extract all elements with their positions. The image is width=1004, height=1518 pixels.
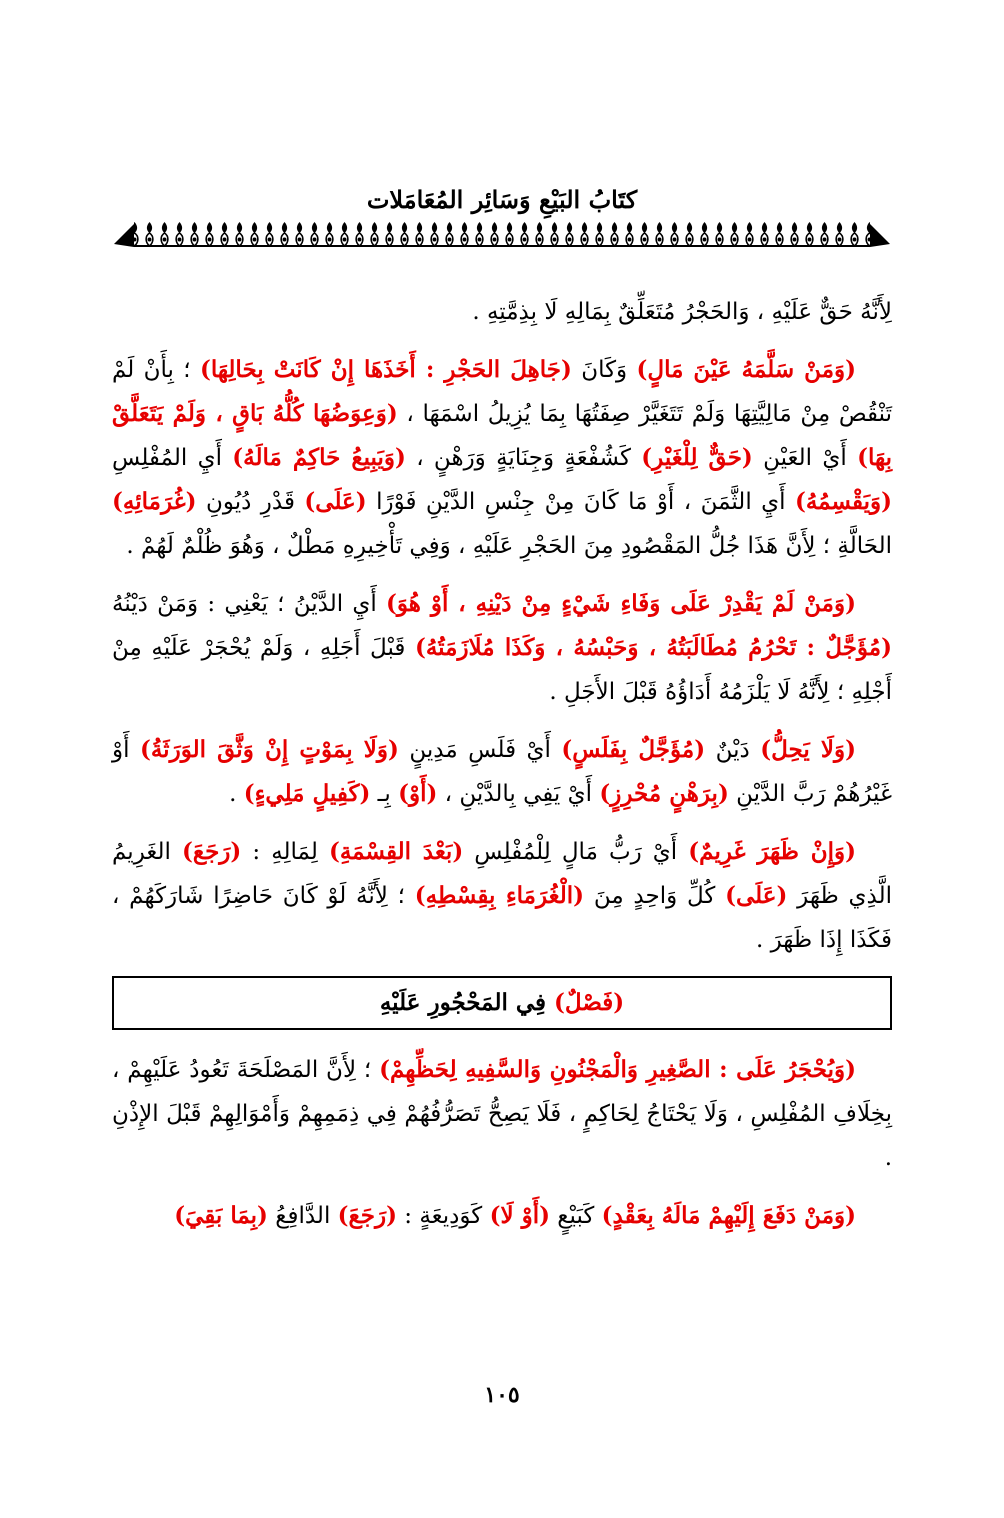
matn-text-run: (مُؤَجَّلٌ بِفَلَسٍ) [561, 736, 706, 763]
commentary-text-run: وَكَانَ [571, 357, 637, 383]
matn-text-run: (الْغُرَمَاءِ بِقِسْطِهِ) [414, 882, 585, 909]
commentary-text-run: كَشُفْعَةٍ وَجِنَايَةٍ وَرَهْنٍ ، [405, 445, 642, 471]
matn-text-run: (وَعِوَضُهَا كُلُّهُ بَاقٍ ، وَلَمْ يَتَعَلَّقْ بِهَا) [112, 400, 892, 471]
commentary-text-run: دَيْنٌ [705, 737, 761, 763]
commentary-text-run: كَبَيْعٍ [549, 1203, 602, 1229]
commentary-text-run: . [229, 781, 244, 807]
matn-text-run: (أَوْ) [398, 780, 438, 807]
section-heading-box [112, 976, 892, 1030]
paragraph [112, 290, 892, 334]
matn-text-run: (غُرَمَائِهِ) [112, 488, 197, 515]
main-text-before-section [112, 290, 892, 962]
ornamental-border [112, 220, 892, 248]
paragraph [112, 582, 892, 714]
running-header-title: كتَابُ البَيْعِ وَسَائِر المُعَامَلات [366, 185, 638, 214]
commentary-text-run: أَيْ رَبُّ مَالٍ لِلْمُفْلِسِ [463, 839, 689, 865]
matn-text-run: (وَمَنْ لَمْ يَقْدِرْ عَلَى وَفَاءِ شَيْءٍ مِنْ دَيْنِهِ ، أَوْ هُوَ) [386, 590, 856, 617]
commentary-text-run: كَوَدِيعَةٍ : [396, 1203, 490, 1229]
commentary-text-run: أَيِ الثَّمَنَ ، أَوْ مَا كَانَ مِنْ جِنْسِ الدَّيْنِ فَوْرًا [366, 489, 795, 515]
commentary-text-run: الحَالَّةِ ؛ لِأَنَّ هَذَا جُلُّ المَقْصُودِ مِنَ الحَجْرِ عَلَيْهِ ، وَفِي تَأْخِيرِهِ مَطْلٌ ، وَهُوَ ظُلْمٌ لَهُمْ . [126, 533, 892, 559]
matn-text-run: (جَاهِلَ الحَجْرِ : أَخَذَهَا إِنْ كَانَتْ بِحَالِهَا) [199, 356, 572, 383]
commentary-text-run: أَوْ غَيْرُهُمْ رَبَّ الدَّيْنِ [112, 737, 892, 807]
matn-text-run: (بِمَا بَقِيَ) [174, 1202, 268, 1229]
paragraph [112, 830, 892, 962]
section-title: فِي المَحْجُورِ عَلَيْهِ [379, 989, 555, 1016]
matn-text-run: (بَعْدَ القِسْمَةِ) [328, 838, 464, 865]
matn-text-run: (وَلَا بِمَوْتٍ إِنْ وَثَّقَ الوَرَثَةُ) [139, 736, 399, 763]
commentary-text-run: أَيْ العَيْنِ [752, 445, 858, 471]
paragraph [112, 1194, 892, 1238]
commentary-text-run: قَبْلَ أَجَلِهِ ، وَلَمْ يُحْجَرْ عَلَيْهِ مِنْ أَجْلِهِ ؛ لِأَنَّهُ لَا يَلْزَمُهُ أَدَاؤُهُ قَبْلَ الأَجَلِ . [112, 635, 892, 705]
matn-text-run: (رَجَعَ) [337, 1202, 397, 1229]
matn-text-run: (وَيُحْجَرُ عَلَى : الصَّغِيرِ وَالْمَجْنُونِ وَالسَّفِيهِ لِحَظِّهِمْ) [379, 1056, 856, 1083]
commentary-text-run: كُلِّ وَاحِدٍ مِنَ [584, 883, 726, 909]
matn-text-run: (كَفِيلٍ مَلِيءٍ) [243, 780, 371, 807]
commentary-text-run: لِمَالِهِ : [241, 839, 329, 865]
matn-text-run: (عَلَى) [725, 882, 788, 909]
commentary-text-run: ؛ لِأَنَّ المَصْلَحَةَ تَعُودُ عَلَيْهِمْ ، بِخِلَافِ المُفْلِسِ ، وَلَا يَحْتَاجُ لِحَاكِمٍ ، فَلَا يَصِحُّ تَصَرُّفُهُمْ فِي ذِمَمِهِمْ وَأَمْوَالِهِمْ قَبْلَ الإِذْنِ . [112, 1057, 892, 1171]
commentary-text-run: لِأَنَّهُ حَقٌّ عَلَيْهِ ، وَالحَجْرُ مُتَعَلِّقٌ بِمَالِهِ لَا بِذِمَّتِهِ . [472, 299, 892, 325]
page-number: ١٠٥ [484, 1382, 520, 1408]
commentary-text-run: بِـ [370, 781, 399, 807]
commentary-text-run: الغَرِيمُ الَّذِي ظَهَرَ [112, 839, 892, 909]
matn-text-run: (بِرَهْنٍ مُحْرِزٍ) [599, 780, 729, 807]
matn-text-run: (وَمَنْ دَفَعَ إِلَيْهِمْ مَالَهُ بِعَقْدٍ) [601, 1202, 856, 1229]
matn-text-run: (وَمَنْ سَلَّمَهُ عَيْنَ مَالٍ) [636, 356, 857, 383]
matn-text-run: (رَجَعَ) [181, 838, 242, 865]
paragraph [112, 1048, 892, 1180]
book-page [112, 182, 892, 1422]
matn-text-run: (أَوْ لَا) [489, 1202, 550, 1229]
paragraph [112, 728, 892, 816]
ornament-graphic [112, 220, 892, 248]
commentary-text-run: الدَّافِعُ [267, 1203, 338, 1229]
commentary-text-run: أَيْ فَلَسِ مَدِينٍ [398, 737, 562, 763]
matn-text-run: (وَلَا يَحِلُّ) [760, 736, 856, 763]
commentary-text-run: أَيِ الدَّيْنُ ؛ يَعْنِي : وَمَنْ دَيْنُهُ [112, 591, 386, 617]
matn-text-run: (وَيَقْسِمُهُ) [794, 488, 892, 515]
matn-text-run: (عَلَى) [304, 488, 367, 515]
matn-text-run: (وَإِنْ ظَهَرَ غَرِيمٌ) [688, 838, 856, 865]
commentary-text-run: أَيْ يَفِي بِالدَّيْنِ ، [437, 781, 600, 807]
commentary-text-run: قَدْرِ دُيُونِ [196, 489, 305, 515]
main-text-after-section [112, 1048, 892, 1238]
paragraph [112, 348, 892, 568]
section-label: (فَصْلٌ) [554, 989, 625, 1016]
matn-text-run: (حَقٌّ لِلْغَيْرِ) [641, 444, 753, 471]
matn-text-run: (مُؤَجَّلٌ : تَحْرُمُ مُطَالَبَتُهُ ، وَحَبْسُهُ ، وَكَذَا مُلَازَمَتُهُ) [414, 634, 893, 661]
commentary-text-run: ؛ لِأَنَّهُ لَوْ كَانَ حَاضِرًا شَارَكَهُمْ ، فَكَذَا إِذَا ظَهَرَ . [112, 883, 892, 953]
commentary-text-run: أَيِ المُفْلِسِ [112, 445, 233, 471]
matn-text-run: (وَيَبِيعُ حَاكِمٌ مَالَهُ) [232, 444, 406, 471]
commentary-text-run: ؛ بِأَنْ لَمْ تَنْقُصْ مِنْ مَالِيَّتِهَا وَلَمْ تَتَغَيَّرْ صِفَتُهَا بِمَا يُزِيلُ اسْمَهَا ، [112, 357, 893, 427]
